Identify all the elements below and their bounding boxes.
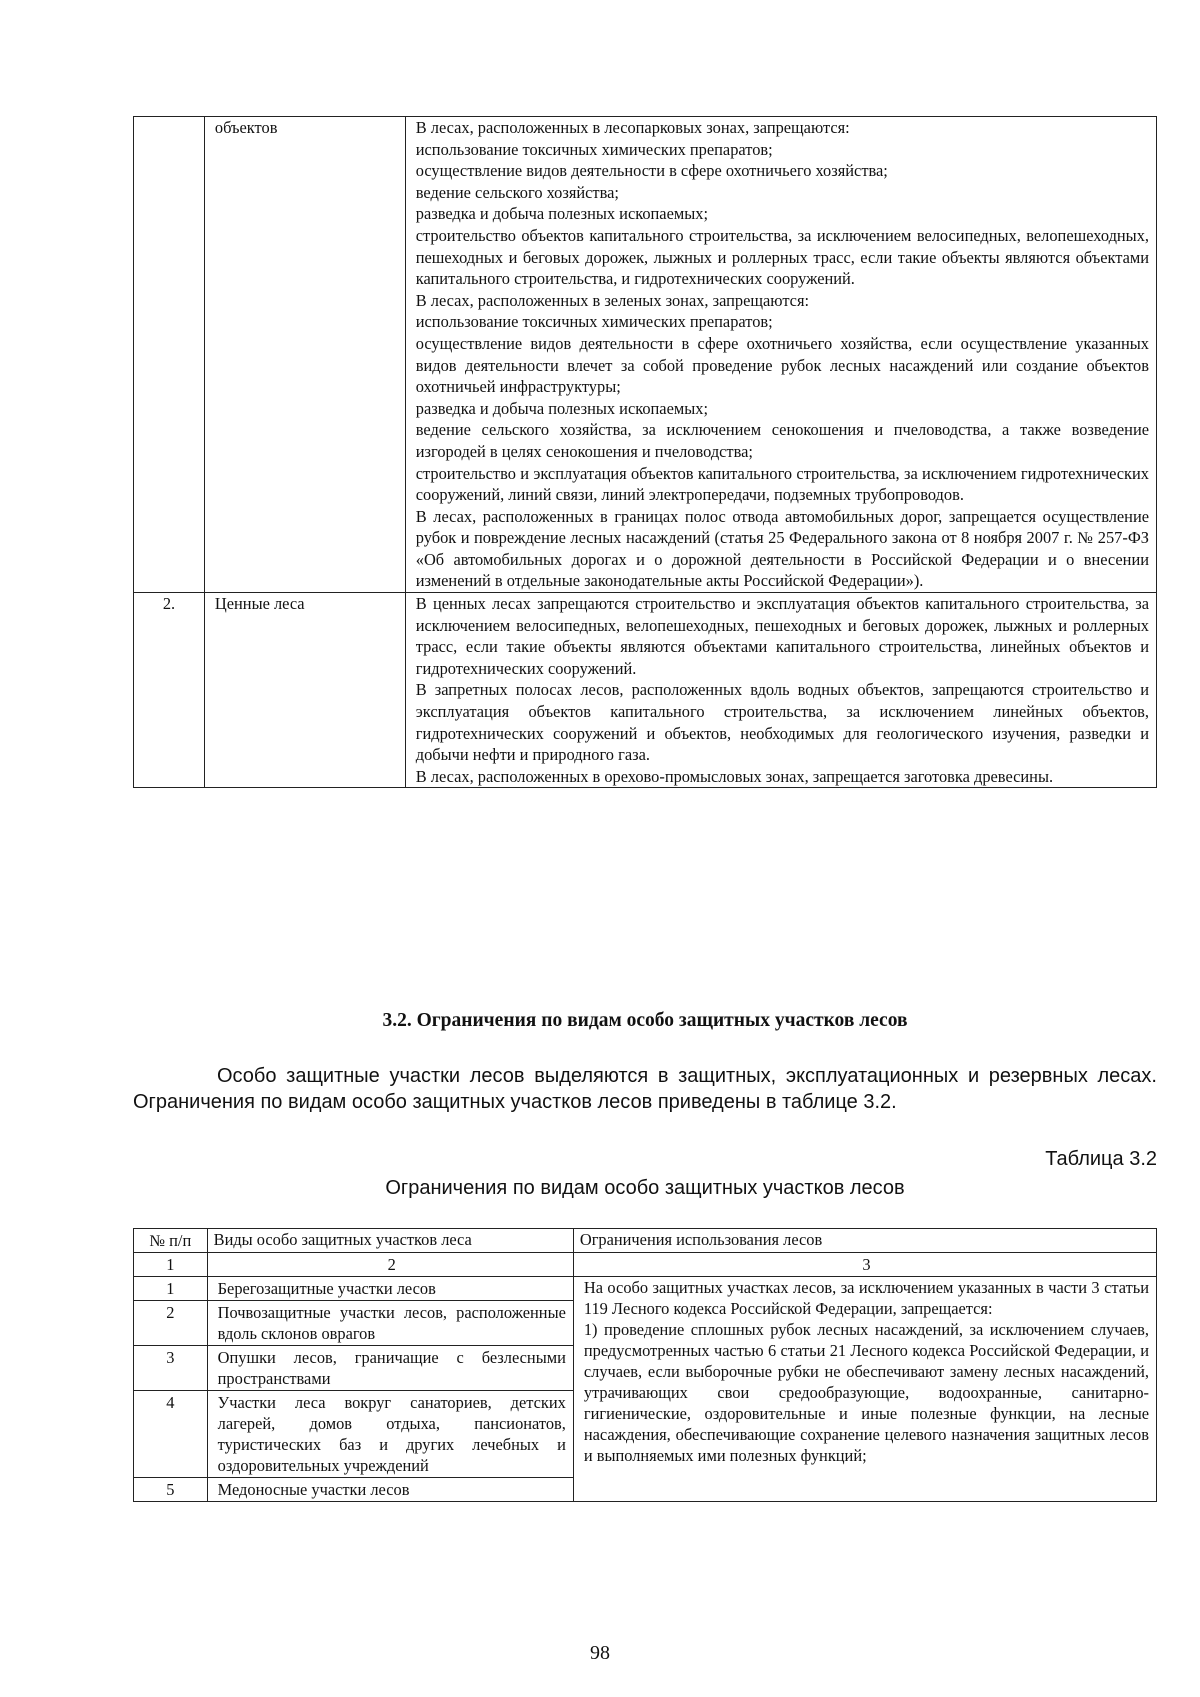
- restriction-paragraph: разведка и добыча полезных ископаемых;: [415, 204, 708, 224]
- row-number: 3: [134, 1346, 208, 1391]
- column-number-row: [134, 1253, 1157, 1277]
- restriction-paragraph: осуществление видов деятельности в сфере охотничьего хозяйства;: [415, 161, 888, 181]
- intro-paragraph: Особо защитные участки лесов выделяются в защитных, эксплуатационных и резервных лесах. Ограничения по видам особо защитных участков лесов приведены в таблице 3.2.: [133, 1065, 1157, 1113]
- column-number: 1: [134, 1253, 208, 1277]
- column-header: Виды особо защитных участков леса: [207, 1229, 573, 1253]
- restriction-paragraph: ведение сельского хозяйства;: [415, 182, 619, 202]
- restriction-paragraph: использование токсичных химических препаратов;: [415, 312, 773, 332]
- section-heading: 3.2. Ограничения по видам особо защитных участков лесов: [382, 1010, 908, 1031]
- restriction-paragraph: строительство и эксплуатация объектов капитального строительства, за исключением гидротехнических сооружений, линий связи, линий электропередачи, подземных трубопроводов.: [415, 463, 1149, 505]
- restrictions-table-continuation: [133, 116, 1157, 788]
- restriction-paragraph: разведка и добыча полезных ископаемых;: [415, 398, 708, 418]
- restriction-paragraph: В лесах, расположенных в орехово-промысловых зонах, запрещается заготовка древесины.: [415, 766, 1054, 786]
- table-row: [134, 593, 1157, 788]
- restriction-paragraph: В запретных полосах лесов, расположенных вдоль водных объектов, запрещаются строительство и эксплуатация объектов капитального строительства, за исключением линейных объектов, гидротехнических сооружений и объектов, необходимых для геологического изучения, разведки и добычи нефти и природного газа.: [415, 680, 1149, 765]
- row-number: [134, 117, 205, 593]
- restriction-paragraph: ведение сельского хозяйства, за исключением сенокошения и пчеловодства, а также возведение изгородей в целях сенокошения и пчеловодства;: [415, 420, 1149, 461]
- table-caption: Ограничения по видам особо защитных участков лесов: [385, 1177, 905, 1199]
- restriction-paragraph: строительство объектов капитального строительства, за исключением велосипедных, велопешеходных, пешеходных и беговых дорожек, лыжных и роллерных трасс, если такие объекты являются объектами капитального строительства, и гидротехнических сооружений.: [415, 225, 1149, 289]
- row-number: 5: [134, 1478, 208, 1502]
- table-row: [134, 117, 1157, 593]
- forest-type: Ценные леса: [204, 593, 405, 788]
- page-number: 98: [590, 1642, 610, 1664]
- column-number: 3: [573, 1253, 1156, 1277]
- restriction-paragraph: В ценных лесах запрещаются строительство и эксплуатация объектов капитального строительства, за исключением велосипедных, велопешеходных, пешеходных и беговых дорожек, лыжных и роллерных трасс, если такие объекты являются объектами капитального строительства, линейных объектов и гидротехнических сооружений.: [415, 594, 1149, 678]
- row-number: 2.: [134, 593, 205, 788]
- area-type: Почвозащитные участки лесов, расположенные вдоль склонов оврагов: [207, 1301, 573, 1346]
- forest-type: объектов: [204, 117, 405, 593]
- area-type: Опушки лесов, граничащие с безлесными пространствами: [207, 1346, 573, 1391]
- row-number: 2: [134, 1301, 208, 1346]
- restrictions-cell: [405, 593, 1156, 788]
- column-header: № п/п: [134, 1229, 208, 1253]
- restriction-paragraph: В лесах, расположенных в зеленых зонах, запрещаются:: [415, 290, 810, 310]
- restriction-paragraph: В лесах, расположенных в лесопарковых зонах, запрещаются:: [415, 118, 850, 137]
- restriction-paragraph: 1) проведение сплошных рубок лесных насаждений, за исключением случаев, предусмотренных частью 6 статьи 21 Лесного кодекса Российской Федерации, и случаев, если выборочные рубки не обеспечивают замену лесных насаждений, утрачивающих свои средообразующие, водоохранные, санитарно-гигиенические, оздоровительные и иные полезные функции, на лесные насаждения, обеспечивающие сохранение целевого назначения защитных лесов и выполняемых ими полезных функций;: [583, 1320, 1149, 1465]
- restriction-paragraph: На особо защитных участках лесов, за исключением указанных в части 3 статьи 119 Лесного кодекса Российской Федерации, запрещается:: [583, 1278, 1149, 1318]
- table-number: Таблица 3.2: [1045, 1148, 1157, 1170]
- area-type: Берегозащитные участки лесов: [207, 1277, 573, 1301]
- restrictions-cell: [405, 117, 1156, 593]
- column-number: 2: [207, 1253, 573, 1277]
- area-type: Участки леса вокруг санаториев, детских лагерей, домов отдыха, пансионатов, туристических баз и других лечебных и оздоровительных учреждений: [207, 1391, 573, 1478]
- restriction-paragraph: В лесах, расположенных в границах полос отвода автомобильных дорог, запрещается осуществление рубок и повреждение лесных насаждений (статья 25 Федерального закона от 8 ноября 2007 г. № 257-ФЗ «Об автомобильных дорогах и о дорожной деятельности в Российской Федерации и о внесении изменений в отдельные законодательные акты Российской Федерации»).: [415, 506, 1149, 591]
- table-header-row: [134, 1229, 1157, 1253]
- area-type: Медоносные участки лесов: [207, 1478, 573, 1502]
- row-number: 4: [134, 1391, 208, 1478]
- restrictions-cell: [573, 1277, 1156, 1502]
- column-header: Ограничения использования лесов: [573, 1229, 1156, 1253]
- row-number: 1: [134, 1277, 208, 1301]
- restriction-paragraph: осуществление видов деятельности в сфере охотничьего хозяйства, если осуществление указанных видов деятельности влечет за собой проведение рубок лесных насаждений или создание объектов охотничьей инфраструктуры;: [415, 333, 1149, 397]
- restriction-paragraph: использование токсичных химических препаратов;: [415, 139, 773, 159]
- protective-areas-table: [133, 1228, 1157, 1502]
- table-row: [134, 1277, 1157, 1301]
